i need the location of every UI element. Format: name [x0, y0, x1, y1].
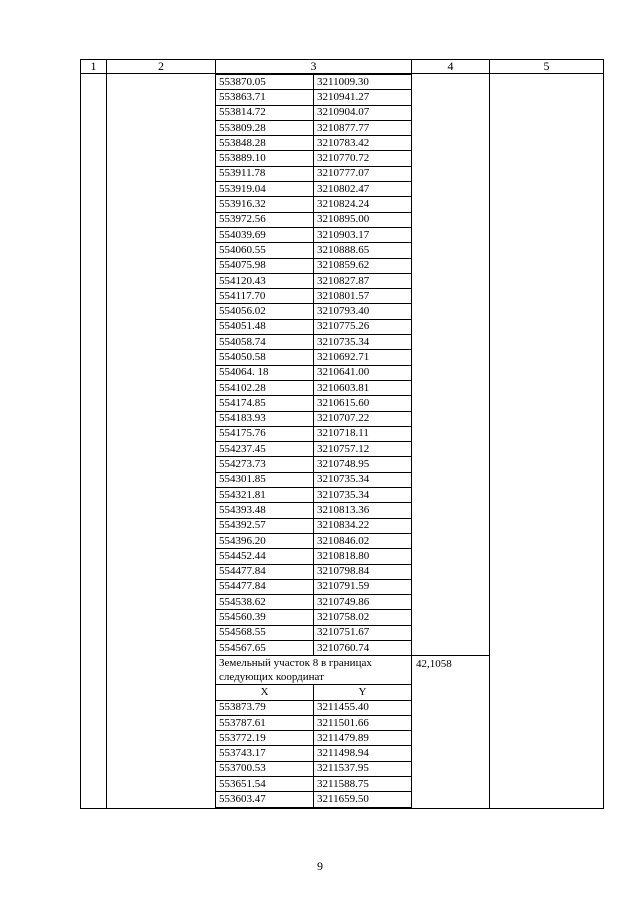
coord-x: 554117.70 — [216, 289, 314, 304]
coord-row — [216, 197, 411, 212]
coord-x: 554051.48 — [216, 319, 314, 334]
coord-row — [216, 518, 411, 533]
coord-x: 553911.78 — [216, 166, 314, 181]
coord-y: 3211537.95 — [314, 761, 412, 776]
header-col-2: 2 — [107, 60, 216, 74]
coordinates-table — [80, 59, 604, 809]
coords-list-first — [216, 74, 411, 656]
coord-row — [216, 105, 411, 120]
coord-y: 3210824.24 — [314, 197, 412, 212]
coord-x: 553919.04 — [216, 182, 314, 197]
table-header-row — [81, 60, 604, 74]
coord-y: 3211498.94 — [314, 746, 412, 761]
coord-y: 3210827.87 — [314, 273, 412, 288]
coord-row — [216, 258, 411, 273]
coord-x: 553743.17 — [216, 746, 314, 761]
coord-row — [216, 350, 411, 365]
coord-y: 3210813.36 — [314, 503, 412, 518]
coord-y: 3211659.50 — [314, 792, 412, 807]
coord-x: 554056.02 — [216, 304, 314, 319]
coord-x: 554060.55 — [216, 243, 314, 258]
coord-row — [216, 595, 411, 610]
coord-row — [216, 182, 411, 197]
coord-x: 554174.85 — [216, 396, 314, 411]
coord-row — [216, 335, 411, 350]
coord-row — [216, 243, 411, 258]
coord-y: 3210801.57 — [314, 289, 412, 304]
coord-x: 553972.56 — [216, 212, 314, 227]
coord-row — [216, 777, 411, 792]
coord-row — [216, 304, 411, 319]
coord-y: 3210777.07 — [314, 166, 412, 181]
parcel-area: 42,1058 — [416, 658, 452, 670]
coord-x: 553916.32 — [216, 197, 314, 212]
coord-y: 3210818.80 — [314, 549, 412, 564]
coord-x: 554064. 18 — [216, 365, 314, 380]
coord-x: 554452.44 — [216, 549, 314, 564]
coord-y: 3210707.22 — [314, 411, 412, 426]
coord-row — [216, 488, 411, 503]
col-5-cell — [490, 74, 604, 809]
coord-x: 553848.28 — [216, 136, 314, 151]
coord-row — [216, 273, 411, 288]
coord-y: 3210615.60 — [314, 396, 412, 411]
coord-x: 554039.69 — [216, 227, 314, 242]
coord-y: 3210749.86 — [314, 595, 412, 610]
coord-x: 554568.55 — [216, 625, 314, 640]
y-header: Y — [314, 685, 412, 700]
coord-x: 554058.74 — [216, 335, 314, 350]
coord-row — [216, 746, 411, 761]
xy-header-row — [216, 685, 411, 700]
coord-x: 553870.05 — [216, 75, 314, 90]
coord-y: 3210802.47 — [314, 182, 412, 197]
coord-row — [216, 579, 411, 594]
coord-y: 3210859.62 — [314, 258, 412, 273]
coord-x: 554102.28 — [216, 380, 314, 395]
coord-row — [216, 396, 411, 411]
coord-y: 3210692.71 — [314, 350, 412, 365]
coord-y: 3210783.42 — [314, 136, 412, 151]
coord-y: 3210798.84 — [314, 564, 412, 579]
coord-row — [216, 365, 411, 380]
coord-x: 554477.84 — [216, 579, 314, 594]
coord-x: 554183.93 — [216, 411, 314, 426]
coord-y: 3210758.02 — [314, 610, 412, 625]
coord-x: 554392.57 — [216, 518, 314, 533]
coord-row — [216, 761, 411, 776]
coord-x: 554396.20 — [216, 533, 314, 548]
x-header: X — [216, 685, 314, 700]
coord-x: 553651.54 — [216, 777, 314, 792]
coord-row — [216, 610, 411, 625]
coord-x: 553809.28 — [216, 120, 314, 135]
coord-y: 3210791.59 — [314, 579, 412, 594]
coord-y: 3210757.12 — [314, 442, 412, 457]
coord-row — [216, 625, 411, 640]
coord-x: 554538.62 — [216, 595, 314, 610]
header-col-4: 4 — [412, 60, 490, 74]
coords-list-second — [216, 685, 411, 807]
coord-y: 3210748.95 — [314, 457, 412, 472]
coord-x: 553787.61 — [216, 715, 314, 730]
coord-x: 553814.72 — [216, 105, 314, 120]
coord-x: 554393.48 — [216, 503, 314, 518]
coord-row — [216, 75, 411, 90]
coord-y: 3210941.27 — [314, 90, 412, 105]
coord-y: 3210718.11 — [314, 426, 412, 441]
coord-y: 3211479.89 — [314, 731, 412, 746]
header-col-3: 3 — [216, 60, 412, 74]
coord-x: 554120.43 — [216, 273, 314, 288]
col-1-cell — [81, 74, 107, 809]
coord-row — [216, 503, 411, 518]
coord-row — [216, 640, 411, 655]
coord-x: 553603.47 — [216, 792, 314, 807]
coord-y: 3211501.66 — [314, 715, 412, 730]
coord-row — [216, 564, 411, 579]
coord-row — [216, 792, 411, 807]
coord-row — [216, 533, 411, 548]
coord-row — [216, 715, 411, 730]
coord-row — [216, 120, 411, 135]
coord-x: 554050.58 — [216, 350, 314, 365]
coord-y: 3210770.72 — [314, 151, 412, 166]
coord-x: 553873.79 — [216, 700, 314, 715]
coord-x: 553700.53 — [216, 761, 314, 776]
header-col-1: 1 — [81, 60, 107, 74]
coord-y: 3210775.26 — [314, 319, 412, 334]
coord-row — [216, 90, 411, 105]
coord-row — [216, 549, 411, 564]
page-number: 9 — [317, 859, 323, 873]
coord-x: 553889.10 — [216, 151, 314, 166]
coord-y: 3211588.75 — [314, 777, 412, 792]
parcel-title: Земельный участок 8 в границах следующих координат — [216, 656, 411, 685]
col-4-cell — [412, 74, 490, 809]
coord-row — [216, 227, 411, 242]
coord-y: 3210735.34 — [314, 472, 412, 487]
coord-row — [216, 700, 411, 715]
coord-y: 3210834.22 — [314, 518, 412, 533]
coord-y: 3210903.17 — [314, 227, 412, 242]
coord-x: 554175.76 — [216, 426, 314, 441]
coord-row — [216, 457, 411, 472]
coord-y: 3211455.40 — [314, 700, 412, 715]
coord-row — [216, 472, 411, 487]
coord-x: 554477.84 — [216, 564, 314, 579]
table-body-row — [81, 74, 604, 809]
coord-x: 554237.45 — [216, 442, 314, 457]
coord-y: 3210793.40 — [314, 304, 412, 319]
coord-x: 554301.85 — [216, 472, 314, 487]
coord-row — [216, 151, 411, 166]
coord-y: 3210904.07 — [314, 105, 412, 120]
coord-row — [216, 136, 411, 151]
coord-y: 3210603.81 — [314, 380, 412, 395]
coord-y: 3210760.74 — [314, 640, 412, 655]
coord-x: 554560.39 — [216, 610, 314, 625]
coord-x: 553772.19 — [216, 731, 314, 746]
header-col-5: 5 — [490, 60, 604, 74]
coord-x: 554273.73 — [216, 457, 314, 472]
coord-row — [216, 319, 411, 334]
coord-row — [216, 166, 411, 181]
coord-y: 3210735.34 — [314, 335, 412, 350]
coord-row — [216, 411, 411, 426]
coord-y: 3210895.00 — [314, 212, 412, 227]
coord-row — [216, 380, 411, 395]
coord-y: 3211009.30 — [314, 75, 412, 90]
col-3-cell — [216, 74, 412, 809]
coord-y: 3210888.65 — [314, 243, 412, 258]
coord-row — [216, 426, 411, 441]
coord-y: 3210751.67 — [314, 625, 412, 640]
coord-y: 3210877.77 — [314, 120, 412, 135]
coord-row — [216, 731, 411, 746]
coord-row — [216, 442, 411, 457]
coord-x: 554075.98 — [216, 258, 314, 273]
coord-row — [216, 289, 411, 304]
coord-row — [216, 212, 411, 227]
coord-y: 3210735.34 — [314, 488, 412, 503]
coord-y: 3210641.00 — [314, 365, 412, 380]
coord-x: 554567.65 — [216, 640, 314, 655]
col-2-cell — [107, 74, 216, 809]
coord-x: 553863.71 — [216, 90, 314, 105]
coord-x: 554321.81 — [216, 488, 314, 503]
coord-y: 3210846.02 — [314, 533, 412, 548]
